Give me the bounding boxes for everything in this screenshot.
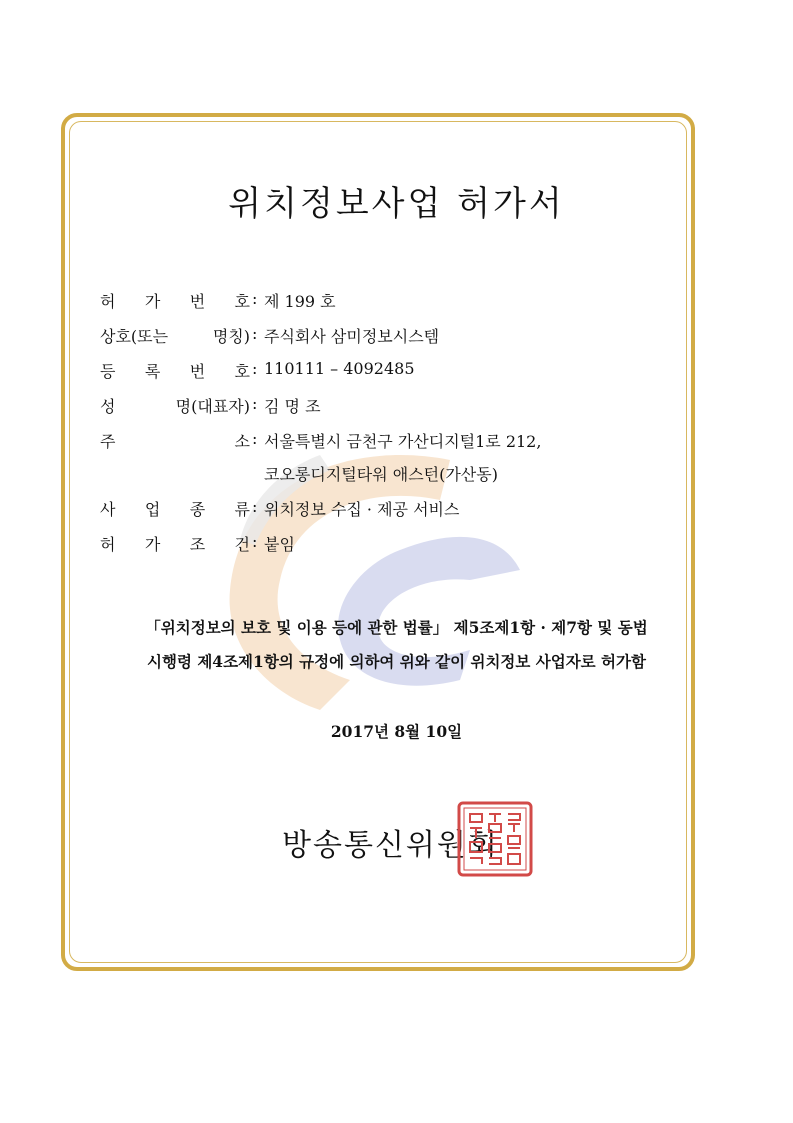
field-value: 110111 – 4092485 [264,359,415,378]
field-value: 서울특별시 금천구 가산디지털1로 212, [264,432,542,451]
field-label: 등 록 번 호 [100,362,250,381]
field-colon: : [252,532,258,551]
issuer-name: 방송통신위원회 [282,828,499,863]
field-value: 제 199 호 [264,292,336,311]
field-colon: : [252,359,258,378]
field-label: 사 업 종 류 [100,500,250,519]
legal-clause-line2: 시행령 제4조제1항의 규정에 의하여 위와 같이 위치정보 사업자로 허가함 [147,652,646,671]
field-label: 주 소 [100,432,250,451]
field-value: 김 명 조 [264,397,321,416]
field-value: 붙임 [264,535,295,554]
field-colon: : [252,394,258,413]
field-value: 주식회사 삼미정보시스템 [264,327,440,346]
field-label: 상호(또는 명칭) [100,327,250,346]
field-label: 허 가 번 호 [100,292,250,311]
issue-date: 2017년 8월 10일 [330,722,463,741]
field-value: 코오롱디지털타워 애스턴(가산동) [264,465,498,484]
field-colon: : [252,497,258,516]
field-colon: : [252,289,258,308]
page-title: 위치정보사업 허가서 [228,184,565,224]
field-label: 성 명(대표자) [100,397,250,416]
field-value: 위치정보 수집 · 제공 서비스 [264,500,460,519]
field-colon: : [252,324,258,343]
field-colon: : [252,429,258,448]
watermark-logo [200,440,560,740]
field-label: 허 가 조 건 [100,535,250,554]
official-seal [456,800,534,878]
legal-clause-line1: 「위치정보의 보호 및 이용 등에 관한 법률」 제5조제1항 · 제7항 및 동법 [145,618,648,637]
